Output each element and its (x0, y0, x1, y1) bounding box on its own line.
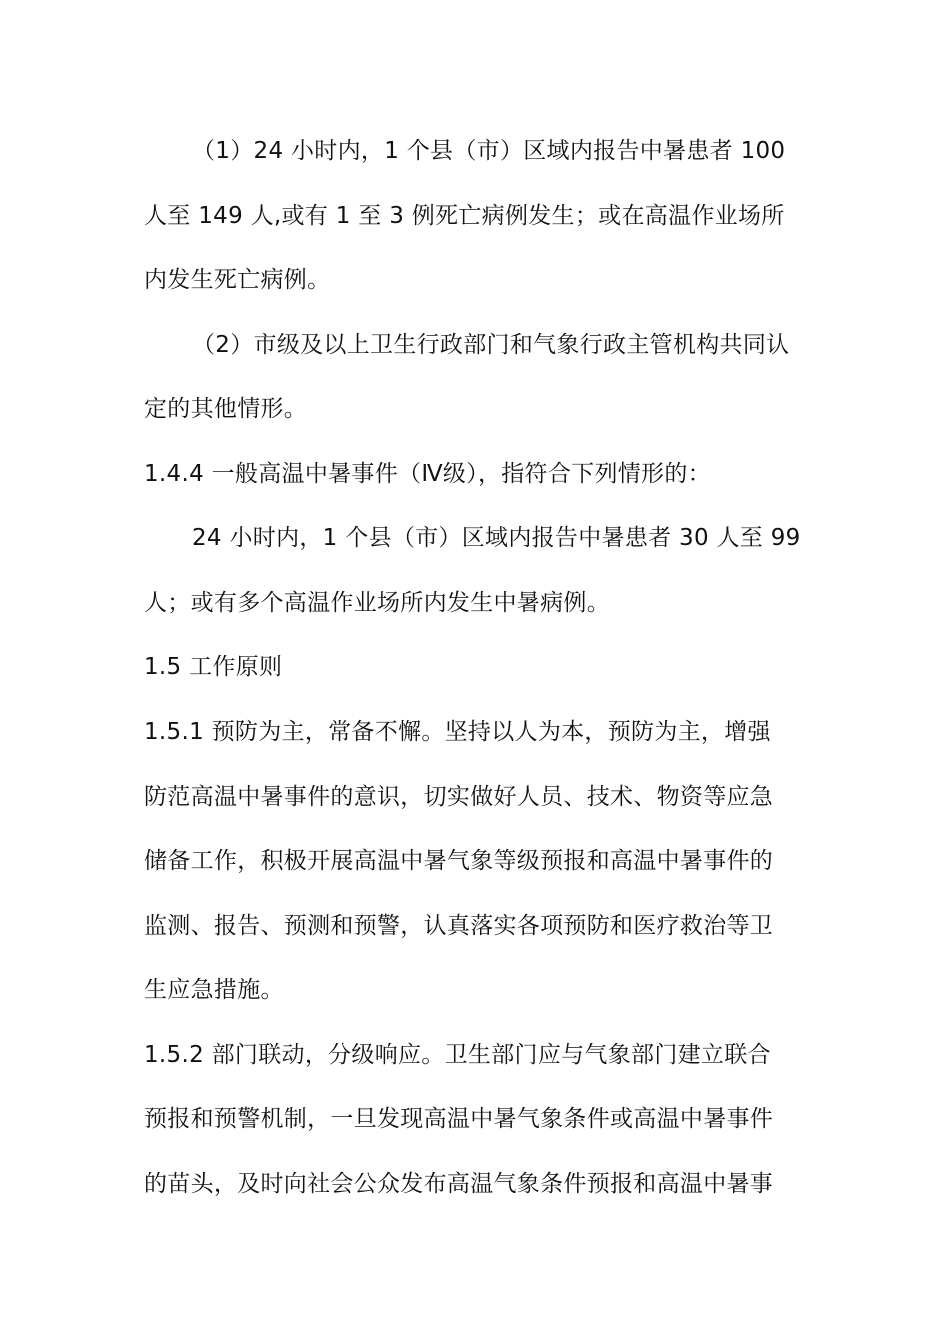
paragraph-line: 1.5.2 部门联动，分级响应。卫生部门应与气象部门建立联合 (144, 1042, 771, 1068)
paragraph-line: （2）市级及以上卫生行政部门和气象行政主管机构共同认 (192, 332, 790, 358)
paragraph-line: 1.5.1 预防为主，常备不懈。坚持以人为本，预防为主，增强 (144, 719, 771, 745)
paragraph-line: （1）24 小时内，1 个县（市）区域内报告中暑患者 100 (192, 138, 786, 164)
section-heading: 1.4.4 一般高温中暑事件（Ⅳ级），指符合下列情形的： (144, 461, 711, 487)
section-heading: 1.5 工作原则 (144, 654, 283, 680)
paragraph-line: 内发生死亡病例。 (144, 267, 331, 293)
paragraph-line: 的苗头，及时向社会公众发布高温气象条件预报和高温中暑事 (144, 1171, 774, 1197)
paragraph-line: 预报和预警机制，一旦发现高温中暑气象条件或高温中暑事件 (144, 1106, 774, 1132)
paragraph-line: 生应急措施。 (144, 977, 284, 1003)
paragraph-line: 防范高温中暑事件的意识，切实做好人员、技术、物资等应急 (144, 784, 774, 810)
paragraph-line: 人；或有多个高温作业场所内发生中暑病例。 (144, 590, 610, 616)
paragraph-line: 人至 149 人,或有 1 至 3 例死亡病例发生；或在高温作业场所 (144, 203, 785, 229)
paragraph-line: 定的其他情形。 (144, 396, 308, 422)
paragraph-line: 监测、报告、预测和预警，认真落实各项预防和医疗救治等卫 (144, 913, 774, 939)
paragraph-line: 储备工作，积极开展高温中暑气象等级预报和高温中暑事件的 (144, 848, 774, 874)
paragraph-line: 24 小时内，1 个县（市）区域内报告中暑患者 30 人至 99 (192, 525, 801, 551)
